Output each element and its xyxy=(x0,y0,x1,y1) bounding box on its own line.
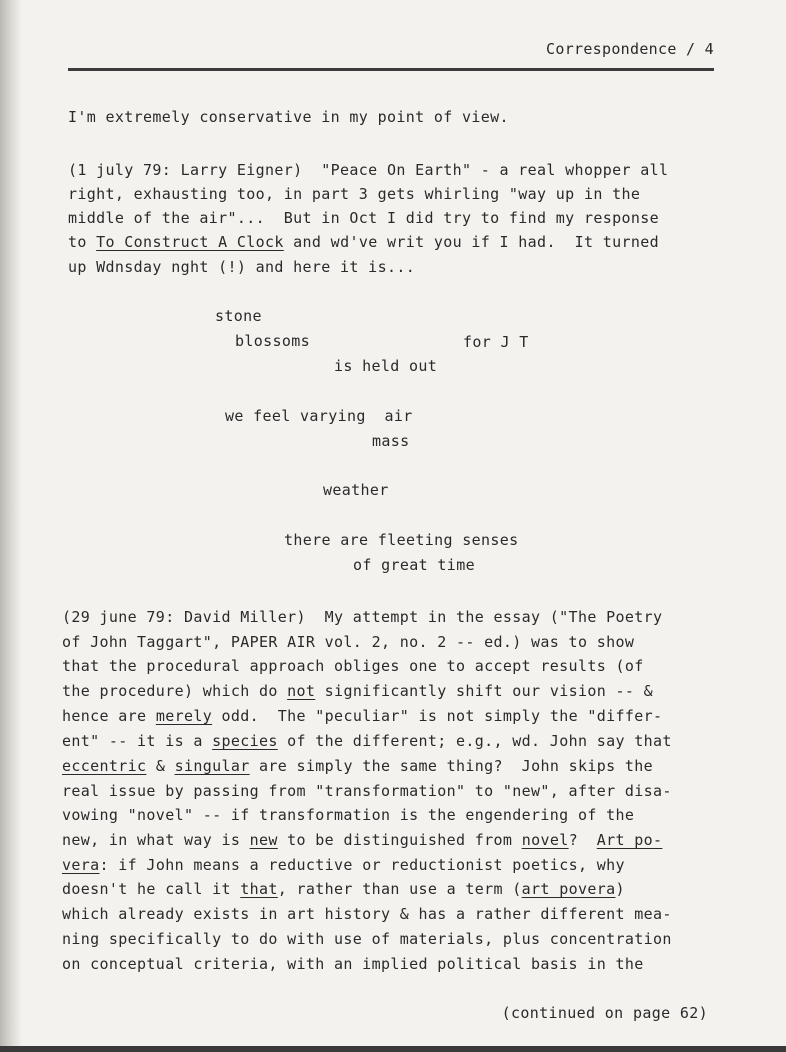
poem-line: stone xyxy=(215,307,262,325)
miller-line-5 xyxy=(62,706,662,726)
emphasis: Art po- xyxy=(596,831,663,849)
miller-line-1: (29 june 79: David Miller) My attempt in the essay ("The Poetry xyxy=(62,608,663,626)
poem-line: weather xyxy=(323,481,389,499)
eigner-line-5: up Wdnsday nght (!) and here it is... xyxy=(68,258,416,276)
text-run: significantly shift our vision -- & xyxy=(315,682,654,700)
page-bottom-edge xyxy=(0,1046,786,1052)
text-run: of the different; e.g., wd. John say that xyxy=(277,732,672,750)
text-run: new, in what way is xyxy=(62,831,250,849)
miller-line-14: ning specifically to do with use of materials, plus concentration xyxy=(62,930,672,948)
miller-line-15: on conceptual criteria, with an implied political basis in the xyxy=(62,955,644,973)
text-run: ent" -- it is a xyxy=(62,732,213,750)
running-head: Correspondence / 4 xyxy=(546,40,714,58)
text-run: and wd've writ you if I had. It turned xyxy=(283,233,660,251)
emphasis: eccentric xyxy=(62,757,147,775)
miller-line-10 xyxy=(62,830,662,850)
text-run: ) xyxy=(615,880,625,898)
text-run: & xyxy=(146,757,175,775)
miller-line-9: vowing "novel" -- if transformation is the engendering of the xyxy=(62,806,635,824)
eigner-line-1: (1 july 79: Larry Eigner) "Peace On Earth" - a real whopper all xyxy=(68,161,669,179)
text-run: to xyxy=(68,233,97,251)
poem-line: is held out xyxy=(334,357,438,375)
miller-line-11 xyxy=(62,855,625,875)
poem-line: we feel varying air xyxy=(225,407,413,425)
text-run: : if John means a reductive or reductionist poetics, why xyxy=(99,856,625,874)
header-rule xyxy=(68,68,714,71)
text-run: the procedure) which do xyxy=(62,682,288,700)
miller-line-6 xyxy=(62,731,672,751)
eigner-line-2: right, exhausting too, in part 3 gets whirling "way up in the xyxy=(68,185,641,203)
emphasis: merely xyxy=(155,707,213,725)
poem-line: mass xyxy=(372,432,410,450)
eigner-line-3: middle of the air"... But in Oct I did try to find my response xyxy=(68,209,659,227)
page-gutter-shadow xyxy=(0,0,22,1052)
poem-line: there are fleeting senses xyxy=(284,531,519,549)
miller-line-8: real issue by passing from "transformation" to "new", after disa- xyxy=(62,782,672,800)
text-run: hence are xyxy=(62,707,156,725)
miller-line-12 xyxy=(62,879,625,899)
text-run: , rather than use a term ( xyxy=(277,880,522,898)
miller-line-3: that the procedural approach obliges one to accept results (of xyxy=(62,657,644,675)
emphasis: that xyxy=(240,880,278,898)
continued-note: (continued on page 62) xyxy=(501,1004,708,1022)
poem-line: of great time xyxy=(353,556,475,574)
emphasis: species xyxy=(212,732,278,750)
text-run: odd. The "peculiar" is not simply the "differ- xyxy=(212,707,663,725)
emphasis: art povera xyxy=(521,880,616,898)
text-run: ? xyxy=(568,831,597,849)
emphasis: novel xyxy=(521,831,569,849)
miller-line-4 xyxy=(62,681,653,701)
eigner-line-4 xyxy=(68,232,659,252)
emphasis: vera xyxy=(62,856,100,874)
text-run: to be distinguished from xyxy=(277,831,522,849)
miller-line-7 xyxy=(62,756,653,776)
emphasis: new xyxy=(249,831,278,849)
poem-dedication: for J T xyxy=(463,333,529,351)
book-title: To Construct A Clock xyxy=(96,233,284,251)
miller-line-13: which already exists in art history & has a rather different mea- xyxy=(62,905,672,923)
emphasis: not xyxy=(287,682,316,700)
miller-line-2: of John Taggart", PAPER AIR vol. 2, no. 2 -- ed.) was to show xyxy=(62,633,635,651)
text-run: doesn't he call it xyxy=(62,880,241,898)
emphasis: singular xyxy=(174,757,250,775)
text-run: are simply the same thing? John skips the xyxy=(249,757,654,775)
intro-line: I'm extremely conservative in my point of view. xyxy=(68,108,509,126)
poem-line: blossoms xyxy=(235,332,311,350)
